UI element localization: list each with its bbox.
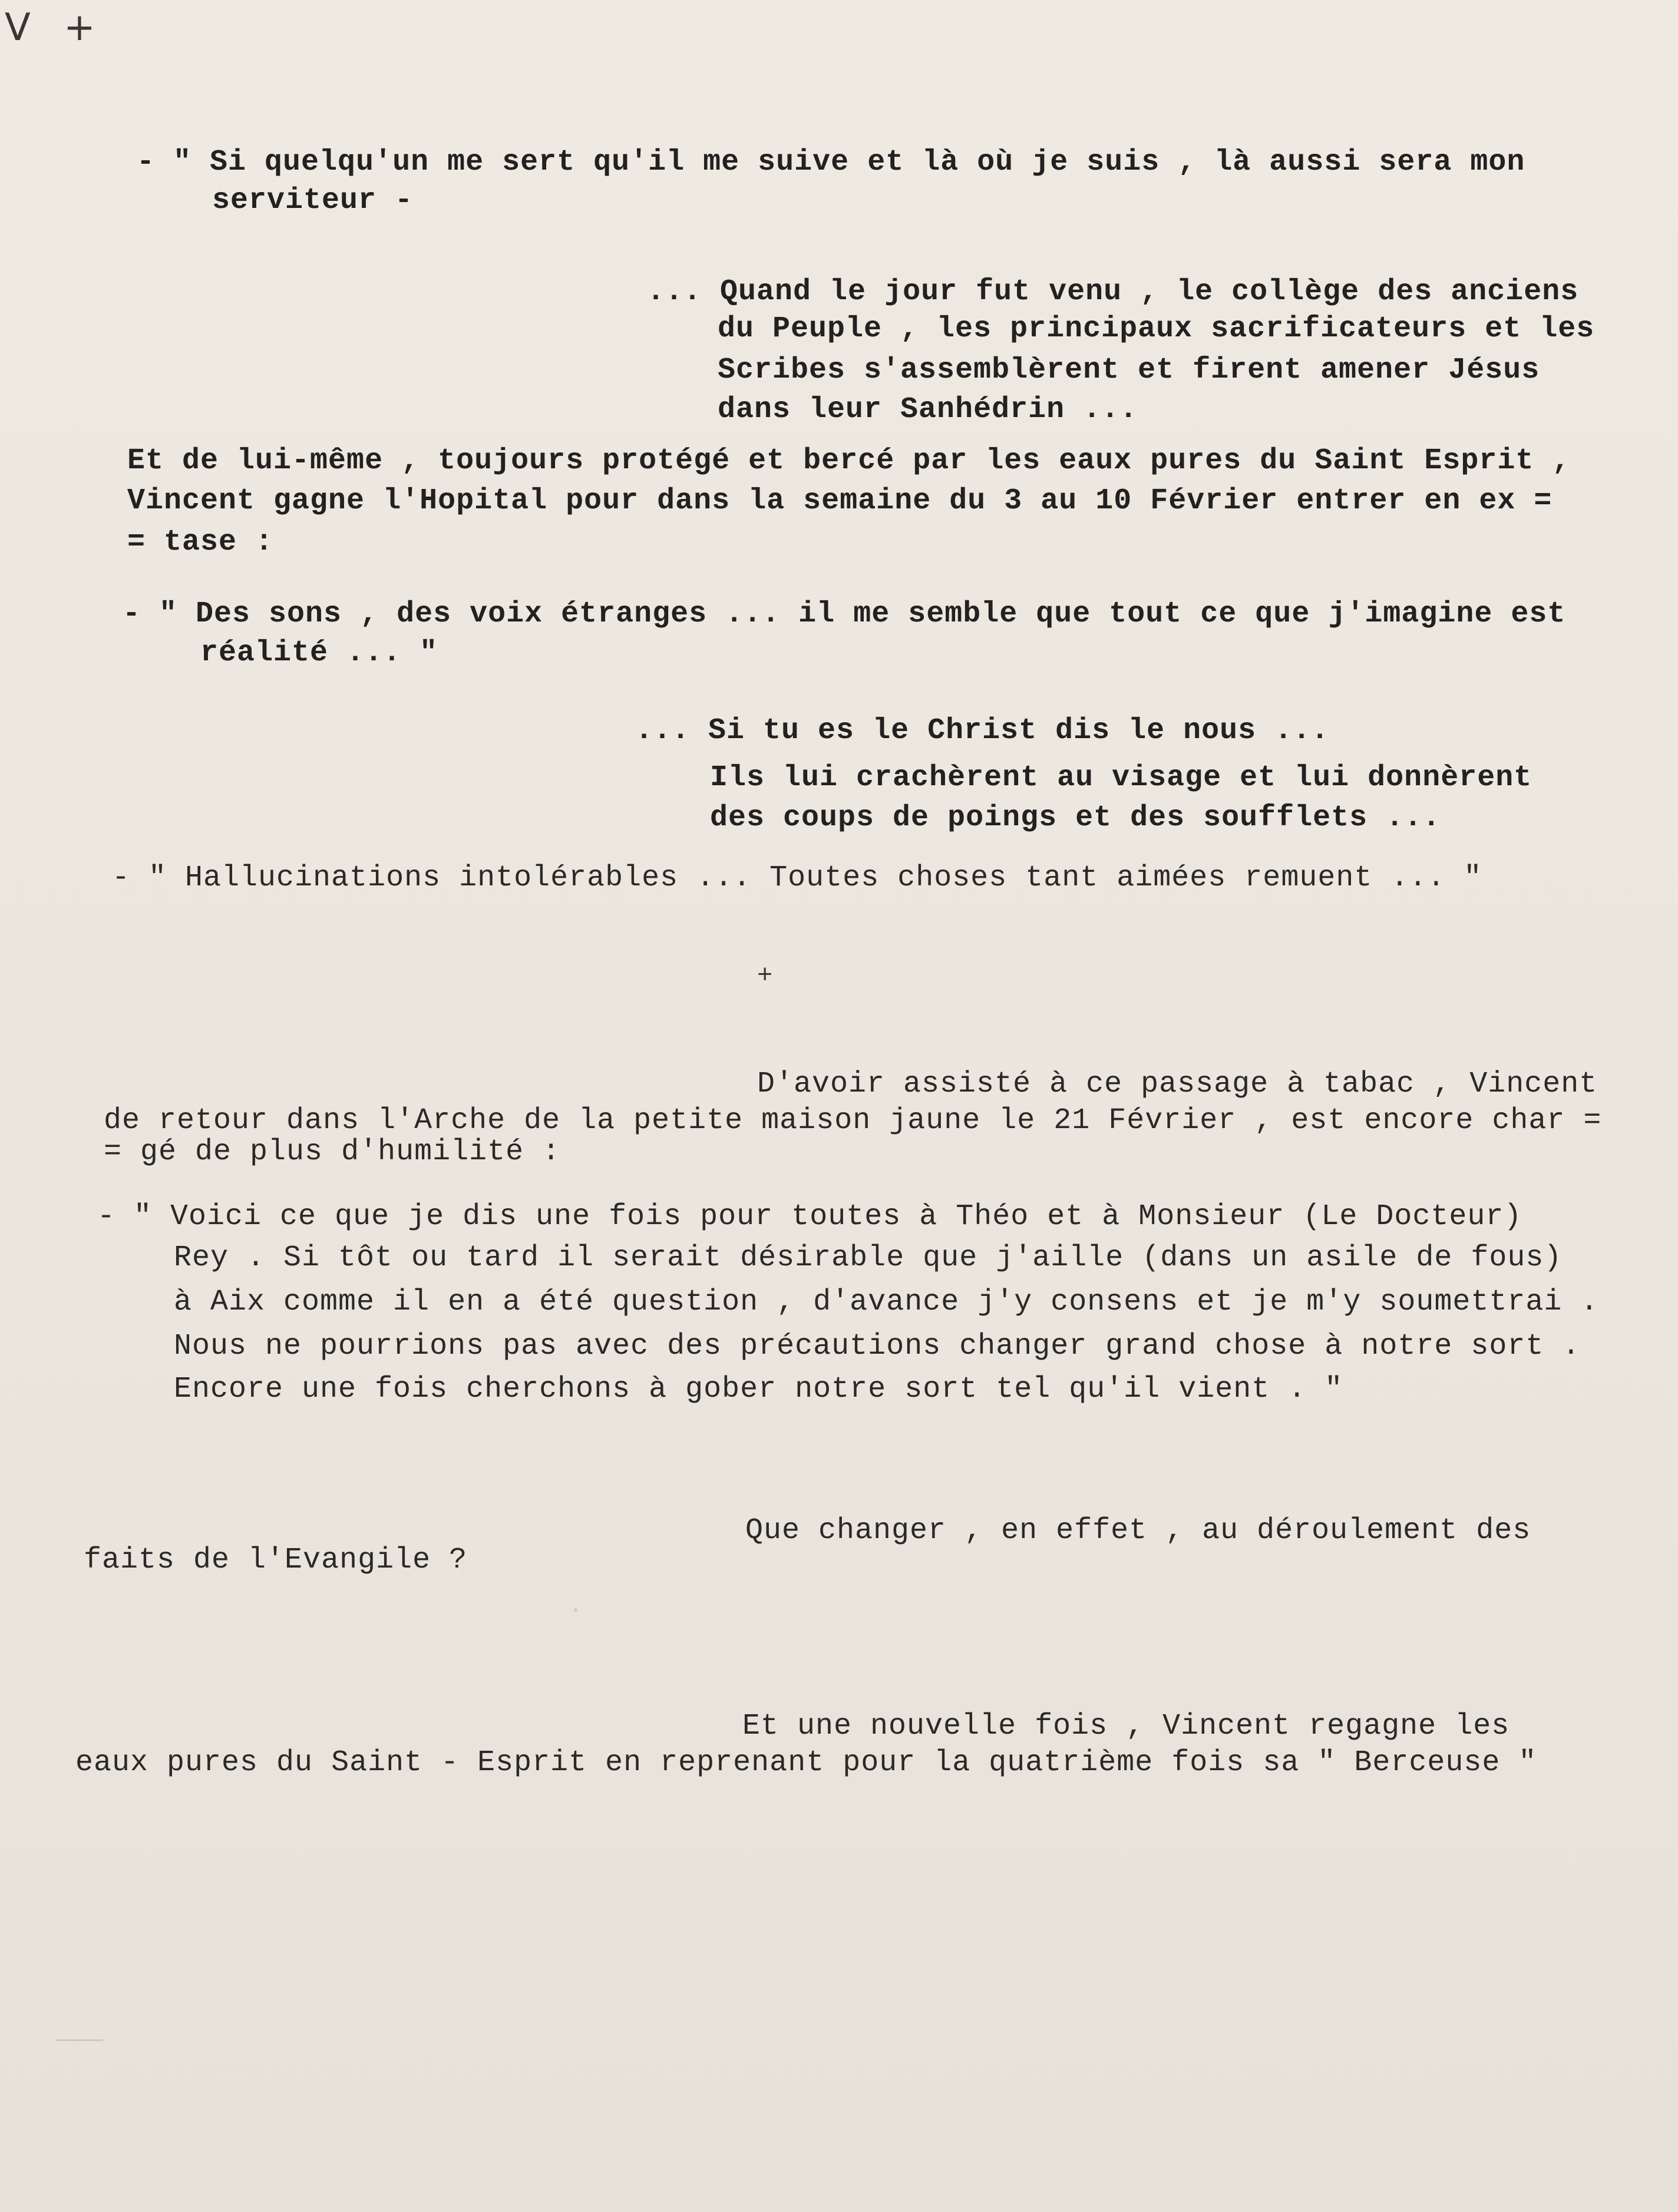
corner-mark: V + (5, 6, 106, 49)
text-line: à Aix comme il en a été question , d'avance j'y consens et je m'y soumettrai . (174, 1285, 1599, 1319)
text-line: des coups de poings et des soufflets ... (710, 801, 1441, 835)
text-line: Encore une fois cherchons à gober notre sort tel qu'il vient . " (174, 1373, 1343, 1406)
text-line: ... Quand le jour fut venu , le collège des anciens (647, 275, 1579, 309)
text-line: serviteur - (212, 184, 414, 217)
text-line: Nous ne pourrions pas avec des précautions changer grand chose à notre sort . (174, 1330, 1581, 1363)
paper-speck (574, 1608, 577, 1612)
text-line: - " Voici ce que je dis une fois pour toutes à Théo et à Monsieur (Le Docteur) (97, 1200, 1522, 1234)
text-line: Vincent gagne l'Hopital pour dans la semaine du 3 au 10 Février entrer en ex = (127, 484, 1553, 518)
text-line: réalité ... " (200, 636, 438, 670)
text-line: - " Si quelqu'un me sert qu'il me suive et là où je suis , là aussi sera mon (137, 146, 1525, 179)
text-line: Ils lui crachèrent au visage et lui donnèrent (710, 761, 1532, 795)
text-line: ... Si tu es le Christ dis le nous ... (635, 714, 1330, 748)
text-line: - " Des sons , des voix étranges ... il me semble que tout ce que j'imagine est (123, 597, 1566, 631)
text-line: D'avoir assisté à ce passage à tabac , Vincent (757, 1067, 1598, 1101)
text-line: = gé de plus d'humilité : (104, 1135, 561, 1169)
text-line: - " Hallucinations intolérables ... Toutes choses tant aimées remuent ... " (112, 861, 1482, 895)
text-line: faits de l'Evangile ? (84, 1543, 468, 1577)
section-separator: + (757, 961, 773, 991)
text-line: dans leur Sanhédrin ... (718, 393, 1138, 426)
text-line: Scribes s'assemblèrent et firent amener Jésus (718, 353, 1540, 387)
text-line: = tase : (127, 525, 274, 559)
text-line: Que changer , en effet , au déroulement des (745, 1514, 1531, 1548)
text-line: Rey . Si tôt ou tard il serait désirable que j'aille (dans un asile de fous) (174, 1241, 1563, 1275)
text-line: Et de lui-même , toujours protégé et bercé par les eaux pures du Saint Esprit , (127, 444, 1571, 478)
text-line: eaux pures du Saint - Esprit en reprenant pour la quatrième fois sa " Berceuse " (75, 1746, 1537, 1780)
text-line: Et une nouvelle fois , Vincent regagne les (742, 1710, 1510, 1743)
text-line: de retour dans l'Arche de la petite maison jaune le 21 Février , est encore char = (104, 1104, 1602, 1138)
paper-speck (56, 2039, 103, 2041)
text-line: du Peuple , les principaux sacrificateurs et les (718, 312, 1595, 346)
